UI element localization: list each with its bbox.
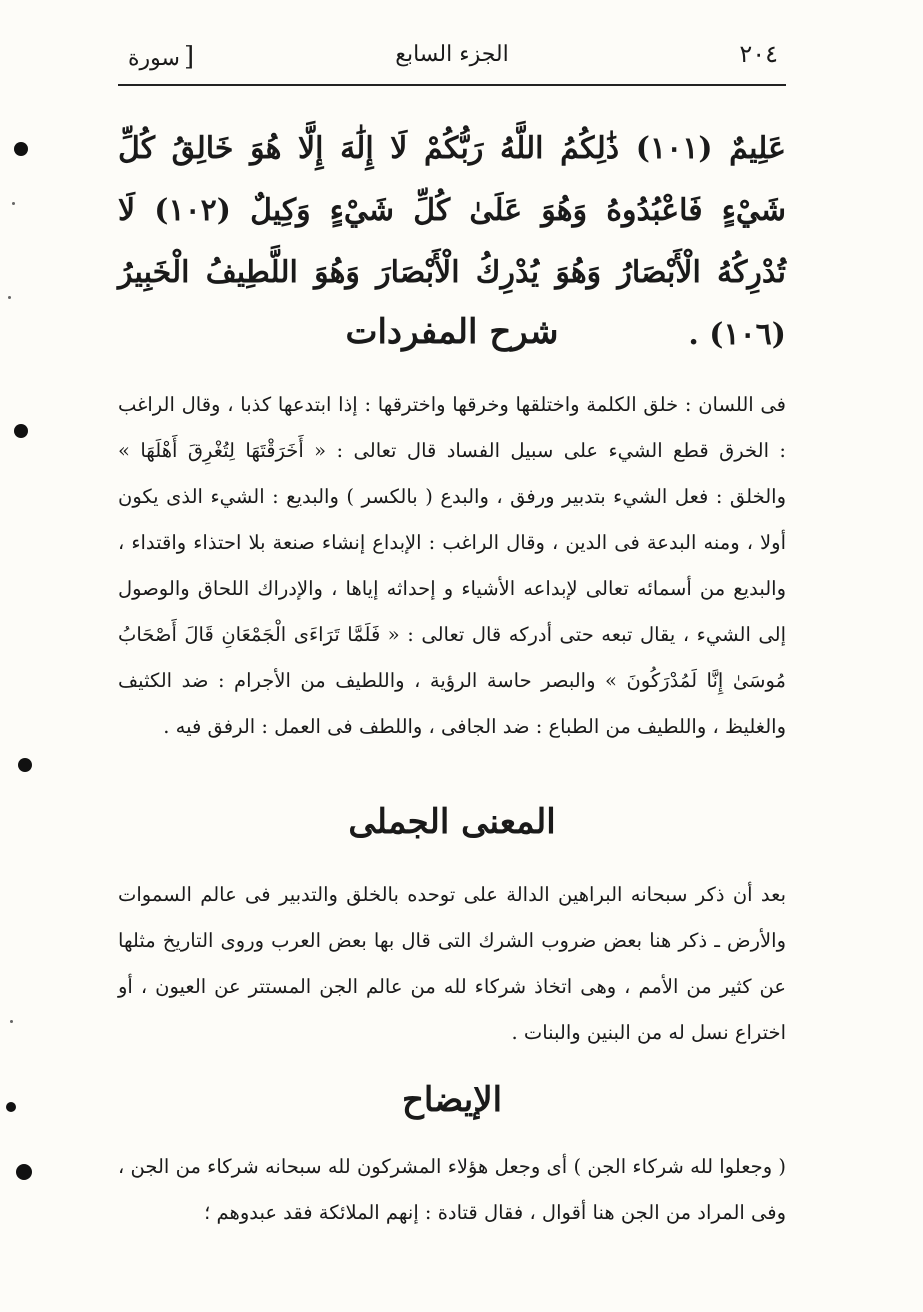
section-body-vocabulary: فى اللسان : خلق الكلمة واختلقها وخرقها واخترقها : إذا ابتدعها كذبا ، وقال الراغب : الخرق قطع الشيء على سبيل الفساد قال تعالى : « أَخَرَقْتَهَا لِتُغْرِقَ أَهْلَهَا » والخلق : فعل الشيء بتدبير ورفق ، والبدع ( بالكسر ) والبديع : الشيء الذى يكون أولا ، ومنه البدعة فى الدين ، وقال الراغب : الإبداع إنشاء صنعة بلا احتذاء واقتداء ، والبديع من أسمائه تعالى لإبداعه الأشياء و إحداثه إياها ، والإدراك اللحاق والوصول إلى الشيء ، يقال تبعه حتى أدركه قال تعالى : « فَلَمَّا تَرَاءَى الْجَمْعَانِ قَالَ أَصْحَابُ مُوسَىٰ إِنَّا لَمُدْرَكُونَ » والبصر حاسة الرؤية ، واللطيف من الأجرام : ضد الكثيف والغليظ ، واللطيف من الطباع : ضد الجافى ، واللطف فى العمل : الرفق فيه .	[118, 393, 786, 738]
section-heading-vocabulary: شرح المفردات	[345, 312, 559, 352]
section-body-explanation: ( وجعلوا لله شركاء الجن ) أى وجعل هؤلاء المشركون لله سبحانه شركاء من الجن ، وفى المراد من الجن هنا أقوال ، فقال قتادة : إنهم الملائكة فقد عبدوهم ؛	[118, 1155, 786, 1224]
binding-hole-mark	[14, 142, 28, 156]
scan-speck	[12, 202, 15, 205]
binding-hole-mark	[14, 424, 28, 438]
scan-speck	[10, 1020, 13, 1023]
part-title: الجزء السابع	[395, 42, 509, 67]
surah-bracket: [	[183, 42, 195, 72]
surah-name: سورة	[128, 46, 180, 71]
section-heading-explanation: الإيضاح	[401, 1080, 503, 1120]
binding-hole-mark	[16, 1164, 32, 1180]
binding-hole-mark	[18, 758, 32, 772]
section-heading-general-meaning: المعنى الجملى	[348, 802, 556, 842]
section-body-general-meaning: بعد أن ذكر سبحانه البراهين الدالة على توحده بالخلق والتدبير فى عالم السموات والأرض ـ ذكر هنا بعض ضروب الشرك التى قال بها بعض العرب وروى التاريخ مثلها عن كثير من الأمم ، وهى اتخاذ شركاء لله من عالم الجن المستتر عن العيون ، أو اختراع نسل له من البنين والبنات .	[118, 883, 786, 1044]
header-rule	[118, 84, 786, 86]
quran-verse: عَلِيمٌ (١٠١) ذَٰلِكُمُ اللَّهُ رَبُّكُمْ لَا إِلَٰهَ إِلَّا هُوَ خَالِقُ كُلِّ شَيْءٍ فَاعْبُدُوهُ وَهُوَ عَلَىٰ كُلِّ شَيْءٍ وَكِيلٌ (١٠٢) لَا تُدْرِكُهُ الْأَبْصَارُ وَهُوَ يُدْرِكُ الْأَبْصَارَ وَهُوَ اللَّطِيفُ الْخَبِيرُ (١٠٦) .	[118, 131, 787, 352]
binding-hole-mark	[6, 1102, 16, 1112]
surah-label	[128, 42, 194, 72]
page-number: ٢٠٤	[739, 40, 778, 68]
page-header	[118, 40, 786, 80]
scan-speck	[8, 296, 11, 299]
